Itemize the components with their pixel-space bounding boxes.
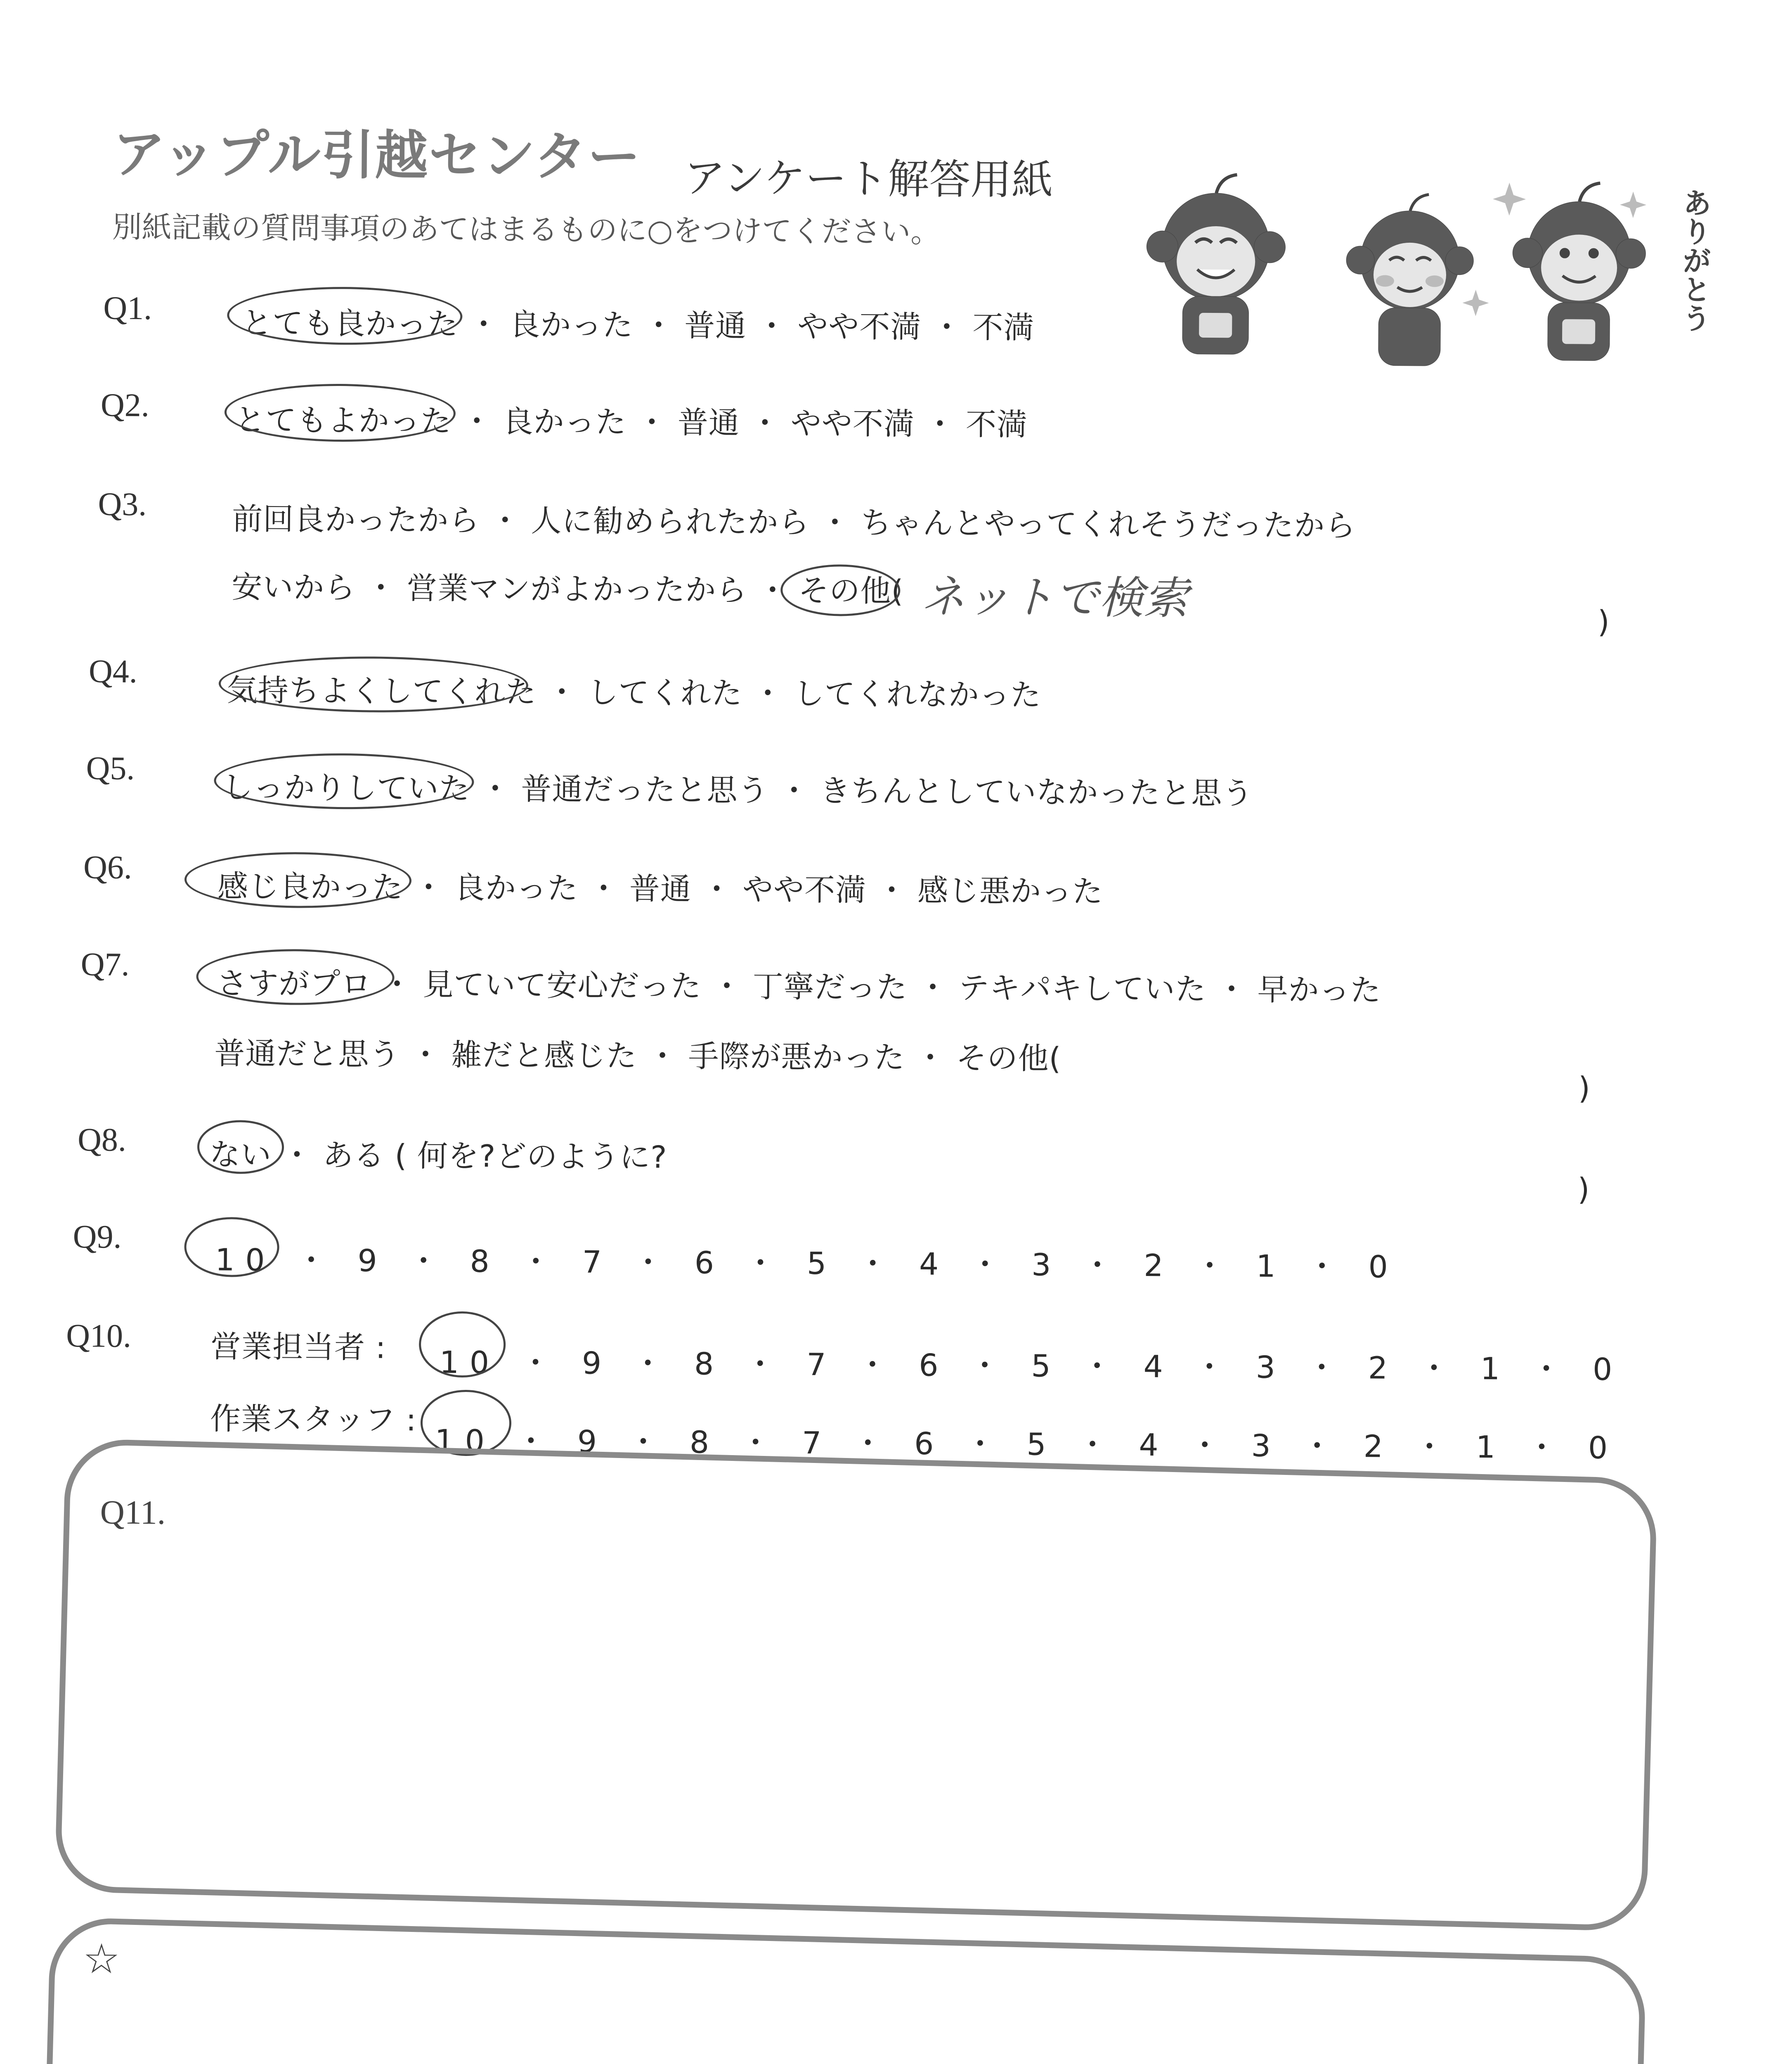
q3-line1[interactable]: 前回良かったから ・ 人に勧められたから ・ ちゃんとやってくれそうだったから: [232, 501, 1356, 544]
q3-label: Q3.: [98, 486, 147, 523]
q7-label: Q7.: [80, 946, 130, 983]
q10-sales-label: 営業担当者 :: [210, 1329, 386, 1366]
q2-options[interactable]: とてもよかった ・ 良かった ・ 普通 ・ やや不満 ・ 不満: [234, 402, 1028, 443]
q9-options[interactable]: 10 ・ 9 ・ 8 ・ 7 ・ 6 ・ 5 ・ 4 ・ 3 ・ 2 ・ 1 ・ 0: [215, 1242, 1399, 1285]
q6-label: Q6.: [83, 849, 132, 886]
q11-comment-box[interactable]: [54, 1438, 1658, 1931]
q10-staff-options[interactable]: 10 ・ 9 ・ 8 ・ 7 ・ 6 ・ 5 ・ 4 ・ 3 ・ 2 ・ 1 ・ 0: [435, 1423, 1619, 1466]
star-comment-box[interactable]: [39, 1917, 1646, 2064]
q5-label: Q5.: [86, 750, 135, 787]
q7-close-paren: ): [1578, 1070, 1591, 1106]
company-logo: アップル引越センター: [112, 123, 641, 188]
q6-options[interactable]: 感じ良かった ・ 良かった ・ 普通 ・ やや不満 ・ 感じ悪かった: [217, 869, 1104, 910]
q2-label: Q2.: [100, 387, 150, 424]
q1-options[interactable]: とても良かった ・ 良かった ・ 普通 ・ やや不満 ・ 不満: [241, 305, 1035, 346]
q3-selected-circle: [780, 564, 901, 617]
mascot-illustration: [1112, 163, 1707, 382]
q8-close-paren: ): [1577, 1172, 1590, 1207]
q10-sales-options[interactable]: 10 ・ 9 ・ 8 ・ 7 ・ 6 ・ 5 ・ 4 ・ 3 ・ 2 ・ 1 ・ 0: [439, 1344, 1623, 1388]
q8-options[interactable]: ない ・ ある ( 何を?どのように?: [209, 1137, 667, 1175]
q8-selected-circle: [197, 1120, 284, 1174]
q3-handwritten-answer[interactable]: ネットで検索: [920, 571, 1189, 625]
q7-line1[interactable]: さすがプロ ・ 見ていて安心だった ・ 丁寧だった ・ テキパキしていた ・ 早かった: [217, 966, 1381, 1008]
q10-staff-selected-circle: [420, 1389, 511, 1456]
q9-selected-circle: [184, 1217, 279, 1277]
star-label: ☆: [83, 1936, 121, 1982]
q3-close-paren: ): [1597, 604, 1610, 640]
q3-line2[interactable]: 安いから ・ 営業マンがよかったから ・ その他(: [232, 569, 904, 609]
q5-options[interactable]: しっかりしていた ・ 普通だったと思う ・ きちんとしていなかったと思う: [222, 769, 1253, 812]
q7-line2[interactable]: 普通だと思う ・ 雑だと感じた ・ 手際が悪かった ・ その他(: [214, 1036, 1061, 1077]
mascot-caption: ありがとう: [1677, 187, 1712, 333]
form-subtitle: アンケート解答用紙: [684, 154, 1053, 204]
q11-label: Q11.: [100, 1493, 166, 1531]
q4-options[interactable]: 気持ちよくしてくれた ・ してくれた ・ してくれなかった: [227, 672, 1042, 713]
instruction-text: 別紙記載の質問事項のあてはまるものに○をつけてください。: [112, 209, 941, 249]
q9-label: Q9.: [73, 1219, 122, 1255]
q4-label: Q4.: [88, 653, 138, 690]
q10-label: Q10.: [66, 1318, 132, 1355]
q10-sales-selected-circle: [419, 1311, 506, 1378]
q8-label: Q8.: [77, 1122, 127, 1158]
q10-staff-label: 作業スタッフ :: [210, 1401, 417, 1438]
q1-label: Q1.: [103, 290, 152, 327]
